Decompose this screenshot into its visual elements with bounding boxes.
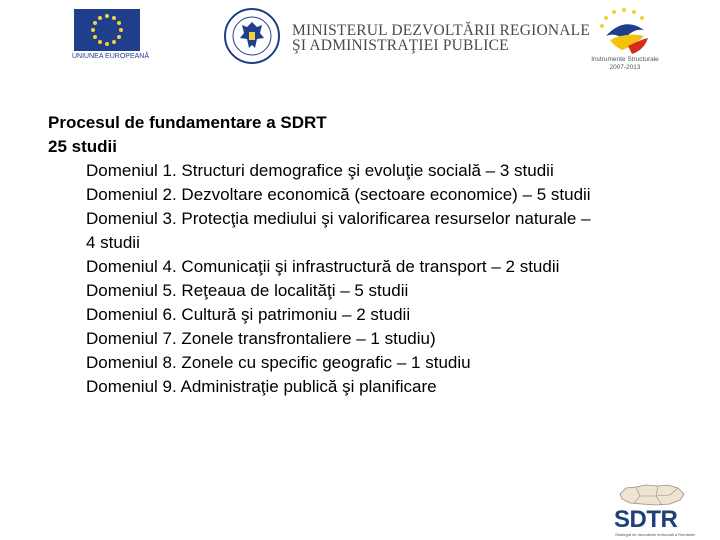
sdtr-wordmark: SDTR bbox=[614, 506, 678, 533]
instrumente-caption-line-1: Instrumente Structurale bbox=[591, 56, 659, 63]
instrumente-caption-line-2: 2007-2013 bbox=[609, 64, 641, 71]
eu-flag-icon bbox=[74, 9, 140, 51]
instrumente-structurale-caption bbox=[580, 56, 670, 72]
slide-content bbox=[48, 111, 688, 399]
subheading: 25 studii bbox=[48, 137, 117, 156]
list-item: Domeniul 4. Comunicaţii şi infrastructură de transport – 2 studii bbox=[86, 257, 560, 276]
ministry-line-1: MINISTERUL DEZVOLTĂRII REGIONALE bbox=[292, 22, 590, 39]
ministry-line-2: ŞI ADMINISTRAŢIEI PUBLICE bbox=[292, 37, 509, 54]
sdtr-tagline: Strategia de dezvoltare teritorială a României bbox=[615, 532, 696, 537]
ministry-wordmark bbox=[292, 22, 590, 54]
sdtr-logo bbox=[612, 484, 696, 537]
list-item: Domeniul 1. Structuri demografice şi evoluţie socială – 3 studii bbox=[86, 161, 554, 180]
list-item: Domeniul 3. Protecţia mediului şi valorificarea resurselor naturale – bbox=[86, 209, 591, 228]
list-item: Domeniul 8. Zonele cu specific geografic – 1 studiu bbox=[86, 353, 471, 372]
eu-caption: UNIUNEA EUROPEANĂ bbox=[72, 53, 150, 60]
list-item: Domeniul 6. Cultură şi patrimoniu – 2 studii bbox=[86, 305, 411, 324]
eu-logo bbox=[72, 9, 150, 65]
list-item: Domeniul 5. Reţeaua de localităţi – 5 studii bbox=[86, 281, 409, 300]
list-item: Domeniul 9. Administraţie publică şi planificare bbox=[86, 377, 437, 396]
government-seal-logo bbox=[224, 8, 280, 64]
romania-map-icon bbox=[616, 484, 686, 506]
list-item: Domeniul 7. Zonele transfrontaliere – 1 studiu) bbox=[86, 329, 436, 348]
list-item: Domeniul 2. Dezvoltare economică (sectoare economice) – 5 studii bbox=[86, 185, 591, 204]
heading: Procesul de fundamentare a SDRT bbox=[48, 113, 327, 132]
list-item-continuation: 4 studii bbox=[86, 233, 140, 252]
